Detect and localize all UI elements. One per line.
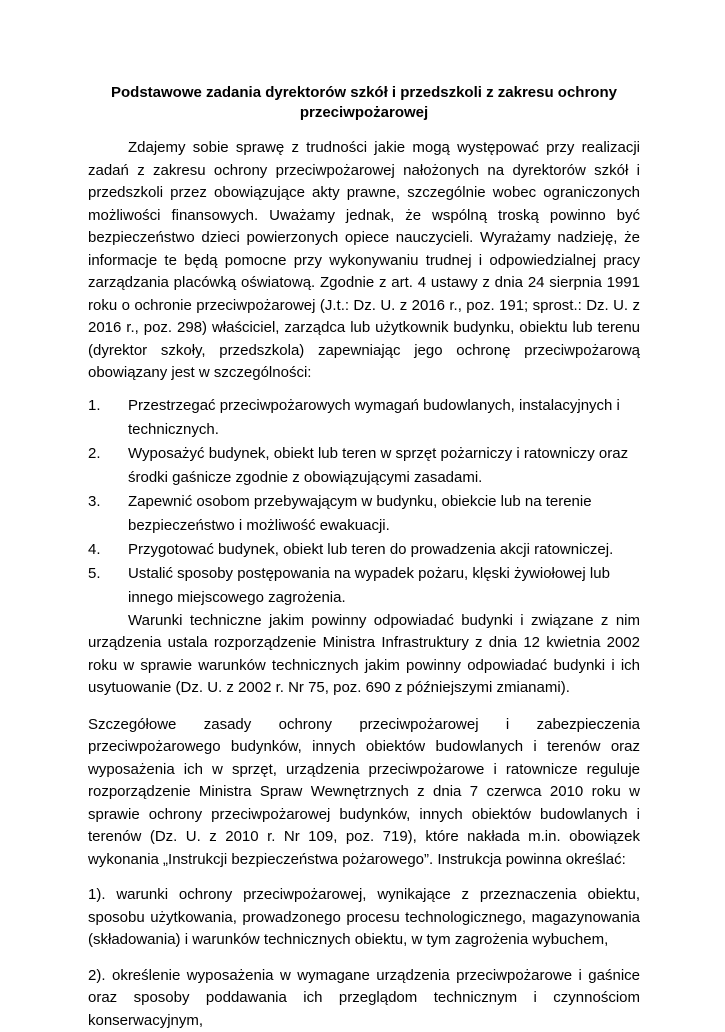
technical-conditions-paragraph: Warunki techniczne jakim powinny odpowiadać budynki i związane z nim urządzenia ustala rozporządzenie Ministra Infrastruktury z dnia 12 kwietnia 2002 roku w sprawie warunków technicznych jakim powinny odpowiadać budynki i ich usytuowanie (Dz. U. z 2002 r. Nr 75, poz. 690 z późniejszymi zmianami). (88, 610, 640, 700)
list-item-text: Ustalić sposoby postępowania na wypadek pożaru, klęski żywiołowej lub innego miejscowego zagrożenia. (128, 565, 610, 606)
list-item-text: Przestrzegać przeciwpożarowych wymagań budowlanych, instalacyjnych i technicznych. (128, 397, 620, 438)
list-item-text: Zapewnić osobom przebywającym w budynku, obiekcie lub na terenie bezpieczeństwo i możliwość ewakuacji. (128, 493, 592, 534)
document-page (88, 83, 640, 1032)
instruction-item-2: 2). określenie wyposażenia w wymagane urządzenia przeciwpożarowe i gaśnice oraz sposoby poddawania ich przeglądom technicznym i czynnościom konserwacyjnym, (88, 965, 640, 1032)
list-item-number: 3. (88, 490, 101, 514)
document-title (88, 83, 640, 123)
list-item (88, 538, 640, 562)
list-item-number: 4. (88, 538, 101, 562)
list-item (88, 394, 640, 442)
duties-list (88, 394, 640, 610)
list-item-number: 1. (88, 394, 101, 418)
detailed-rules-paragraph: Szczegółowe zasady ochrony przeciwpożarowej i zabezpieczenia przeciwpożarowego budynków, innych obiektów budowlanych i terenów oraz wyposażenia ich w sprzęt, urządzenia przeciwpożarowe i ratownicze reguluje rozporządzenie Ministra Spraw Wewnętrznych z dnia 7 czerwca 2010 roku w sprawie ochrony przeciwpożarowej budynków, innych obiektów budowlanych i terenów (Dz. U. z 2010 r. Nr 109, poz. 719), które nakłada m.in. obowiązek wykonania „Instrukcji bezpieczeństwa pożarowego”. Instrukcja powinna określać: (88, 714, 640, 872)
list-item-text: Wyposażyć budynek, obiekt lub teren w sprzęt pożarniczy i ratowniczy oraz środki gaśnicze zgodnie z obowiązującymi zasadami. (128, 445, 628, 486)
list-item (88, 490, 640, 538)
title-line-2: przeciwpożarowej (88, 103, 640, 123)
title-line-1: Podstawowe zadania dyrektorów szkół i przedszkoli z zakresu ochrony (88, 83, 640, 103)
list-item-number: 2. (88, 442, 101, 466)
list-item-number: 5. (88, 562, 101, 586)
list-item (88, 562, 640, 610)
intro-paragraph: Zdajemy sobie sprawę z trudności jakie mogą występować przy realizacji zadań z zakresu ochrony przeciwpożarowej nałożonych na dyrektorów szkół i przedszkoli przez obowiązujące akty prawne, szczególnie wobec ograniczonych możliwości finansowych. Uważamy jednak, że wspólną troską powinno być bezpieczeństwo dzieci powierzonych opiece nauczycieli. Wyrażamy nadzieję, że informacje te będą pomocne przy wykonywaniu trudnej i odpowiedzialnej pracy zarządzania placówką oświatową. Zgodnie z art. 4 ustawy z dnia 24 sierpnia 1991 roku o ochronie przeciwpożarowej (J.t.: Dz. U. z 2016 r., poz. 191; sprost.: Dz. U. z 2016 r., poz. 298) właściciel, zarządca lub użytkownik budynku, obiektu lub terenu (dyrektor szkoły, przedszkola) zapewniając jego ochronę przeciwpożarową obowiązany jest w szczególności: (88, 137, 640, 385)
instruction-item-1: 1). warunki ochrony przeciwpożarowej, wynikające z przeznaczenia obiektu, sposobu użytkowania, prowadzonego procesu technologicznego, magazynowania (składowania) i warunków technicznych obiektu, w tym zagrożenia wybuchem, (88, 884, 640, 952)
list-item (88, 442, 640, 490)
list-item-text: Przygotować budynek, obiekt lub teren do prowadzenia akcji ratowniczej. (128, 541, 613, 558)
